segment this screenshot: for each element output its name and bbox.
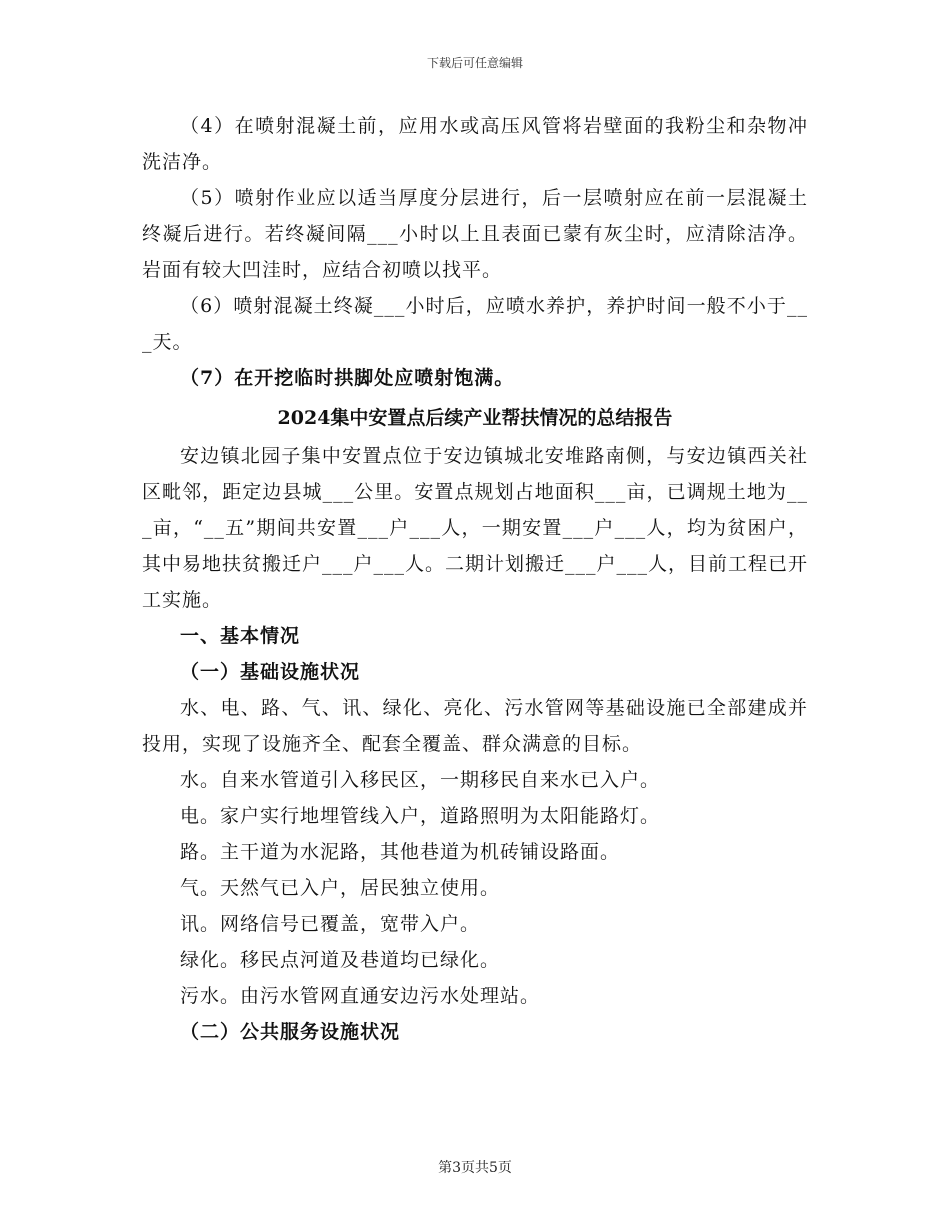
- paragraph: （4）在喷射混凝土前，应用水或高压风管将岩壁面的我粉尘和杂物冲洗洁净。: [142, 115, 808, 173]
- paragraph: 水。自来水管道引入移民区，一期移民自来水已入户。: [180, 769, 661, 791]
- paragraph: （6）喷射混凝土终凝___小时后，应喷水养护，养护时间一般不小于___天。: [142, 295, 808, 353]
- section-before-title: [142, 108, 808, 396]
- paragraph: 污水。由污水管网直通安边污水处理站。: [180, 985, 541, 1007]
- paragraph: 路。主干道为水泥路，其他巷道为机砖铺设路面。: [180, 841, 621, 863]
- paragraph: 电。家户实行地埋管线入户，道路照明为太阳能路灯。: [180, 805, 661, 827]
- paragraph: 水、电、路、气、讯、绿化、亮化、污水管网等基础设施已全部建成并投用，实现了设施齐全、配套全覆盖、群众满意的目标。: [142, 697, 808, 755]
- section-heading: 一、基本情况: [180, 625, 301, 647]
- page-footer: 第3页共5页: [438, 1160, 512, 1176]
- section-heading: （7）在开挖临时拱脚处应喷射饱满。: [180, 367, 515, 389]
- document-body: [142, 108, 808, 1050]
- paragraph: （5）喷射作业应以适当厚度分层进行，后一层喷射应在前一层混凝土终凝后进行。若终凝间隔___小时以上且表面已蒙有灰尘时，应清除洁净。岩面有较大凹洼时，应结合初喷以找平。: [142, 187, 808, 281]
- paragraph: 气。天然气已入户，居民独立使用。: [180, 877, 501, 899]
- paragraph: 绿化。移民点河道及巷道均已绿化。: [180, 949, 501, 971]
- page-header: 下载后可任意编辑: [426, 56, 523, 70]
- section-after-title: [142, 438, 808, 1050]
- paragraph: 安边镇北园子集中安置点位于安边镇城北安堆路南侧，与安边镇西关社区毗邻，距定边县城___公里。安置点规划占地面积___亩，已调规土地为___亩，“__五”期间共安置___户___人，一期安置___户___人，均为贫困户，其中易地扶贫搬迁户___户___人。二期计划搬迁___户___人，目前工程已开工实施。: [142, 445, 809, 611]
- paragraph: 讯。网络信号已覆盖，宽带入户。: [180, 913, 481, 935]
- section-heading: （二）公共服务设施状况: [180, 1021, 401, 1043]
- report-title: 2024集中安置点后续产业帮扶情况的总结报告: [277, 407, 673, 429]
- section-heading: （一）基础设施状况: [180, 661, 361, 683]
